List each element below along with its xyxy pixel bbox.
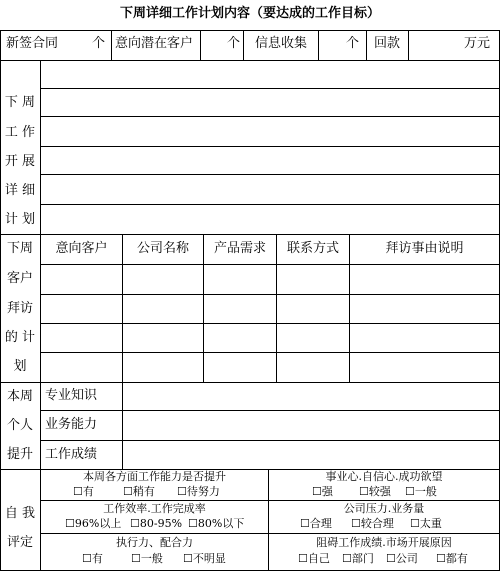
eval-section-label: 自 我: [4, 506, 36, 521]
checkbox-icon: ☐: [410, 517, 420, 530]
eval-q4-option[interactable]: ☐较合理: [351, 517, 394, 530]
grid-line: [40, 352, 500, 353]
grid-line: [0, 234, 500, 235]
checkbox-icon: ☐: [359, 485, 369, 498]
info-collection-label: 信息收集: [255, 36, 308, 51]
grid-line: [203, 234, 204, 382]
eval-q3-option[interactable]: ☐80-95%: [130, 517, 183, 530]
improve-row-ability: 业务能力: [45, 417, 98, 432]
grid-line: [0, 30, 1, 571]
header-intended-client: 意向客户: [55, 241, 108, 256]
improve-section-label: 提升: [6, 447, 33, 462]
eval-q6-option[interactable]: ☐自己: [298, 552, 330, 565]
eval-q5-option[interactable]: ☐有: [82, 552, 103, 565]
eval-q3-option[interactable]: ☐96%以上: [65, 517, 122, 530]
grid-line: [40, 323, 500, 324]
checkbox-icon: ☐: [312, 485, 322, 498]
plan-row[interactable]: [41, 89, 499, 116]
checkbox-icon: ☐: [342, 552, 352, 565]
checkbox-icon: ☐: [188, 517, 198, 530]
grid-line: [122, 234, 123, 382]
eval-q6-title: 阻碍工作成绩.市场开展原因: [316, 536, 452, 549]
visit-section-label: 客户: [6, 271, 33, 286]
eval-q2-option[interactable]: ☐一般: [405, 485, 437, 498]
checkbox-icon: ☐: [183, 552, 193, 565]
plan-section-label: 工 作: [4, 125, 36, 140]
grid-line: [40, 264, 500, 265]
grid-line: [40, 500, 500, 501]
eval-q2-title: 事业心.自信心.成功欲望: [325, 470, 443, 483]
checkbox-icon: ☐: [351, 517, 361, 530]
info-collection-unit: 个: [346, 36, 360, 51]
grid-line: [243, 30, 244, 60]
checkbox-icon: ☐: [436, 552, 446, 565]
grid-line: [40, 440, 500, 441]
improve-section-label: 个人: [6, 418, 33, 433]
eval-q2-option[interactable]: ☐强: [312, 485, 333, 498]
grid-line: [276, 234, 277, 382]
eval-q6-option[interactable]: ☐部门: [342, 552, 374, 565]
eval-q5-option[interactable]: ☐一般: [131, 552, 163, 565]
checkbox-icon: ☐: [131, 552, 141, 565]
new-contracts-unit: 个: [92, 36, 106, 51]
header-product-demand: 产品需求: [213, 241, 266, 256]
plan-row[interactable]: [41, 175, 499, 204]
eval-q1-title: 本周各方面工作能力是否提升: [83, 470, 226, 483]
eval-q5-option[interactable]: ☐不明显: [183, 552, 226, 565]
improve-row-knowledge: 专业知识: [45, 388, 98, 403]
header-visit-reason: 拜访事由说明: [385, 241, 464, 256]
potential-clients-unit: 个: [227, 36, 241, 51]
visit-section-label: 的 计: [4, 330, 36, 345]
grid-line: [111, 30, 112, 60]
eval-q4-title: 公司压力.业务量: [343, 502, 425, 515]
eval-q1-option[interactable]: ☐稍有: [123, 485, 155, 498]
grid-line: [268, 469, 269, 571]
eval-q3-option[interactable]: ☐80%以下: [188, 517, 245, 530]
payment-label: 回款: [374, 36, 401, 51]
plan-row[interactable]: [41, 117, 499, 146]
eval-q5-title: 执行力、配合力: [116, 536, 193, 549]
checkbox-icon: ☐: [73, 485, 83, 498]
improve-row-results: 工作成绩: [45, 447, 98, 462]
eval-q3-title: 工作效率.工作完成率: [103, 502, 206, 515]
grid-line: [0, 30, 500, 31]
checkbox-icon: ☐: [82, 552, 92, 565]
grid-line: [40, 410, 500, 411]
plan-row[interactable]: [41, 205, 499, 234]
checkbox-icon: ☐: [123, 485, 133, 498]
new-contracts-label: 新签合同: [6, 36, 59, 51]
checkbox-icon: ☐: [65, 517, 75, 530]
plan-section-label: 计 划: [4, 212, 36, 227]
potential-clients-label: 意向潜在客户: [115, 36, 194, 51]
header-company-name: 公司名称: [136, 241, 189, 256]
form-title: 下周详细工作计划内容（要达成的工作目标）: [119, 6, 380, 21]
grid-line: [200, 30, 201, 60]
visit-section-label: 下周: [6, 241, 33, 256]
plan-row[interactable]: [41, 61, 499, 88]
grid-line: [366, 30, 367, 60]
eval-q4-option[interactable]: ☐太重: [410, 517, 442, 530]
eval-q6-option[interactable]: ☐都有: [436, 552, 468, 565]
visit-section-label: 拜访: [6, 301, 33, 316]
plan-section-label: 详 细: [4, 183, 36, 198]
checkbox-icon: ☐: [386, 552, 396, 565]
checkbox-icon: ☐: [405, 485, 415, 498]
eval-q1-option[interactable]: ☐有: [73, 485, 94, 498]
checkbox-icon: ☐: [177, 485, 187, 498]
checkbox-icon: ☐: [300, 517, 310, 530]
grid-line: [0, 570, 500, 571]
grid-line: [318, 30, 319, 60]
grid-line: [40, 294, 500, 295]
grid-line: [349, 234, 350, 382]
eval-q4-option[interactable]: ☐合理: [300, 517, 332, 530]
eval-section-label: 评定: [6, 535, 33, 550]
plan-section-label: 开 展: [4, 154, 36, 169]
grid-line: [40, 533, 500, 534]
eval-q6-option[interactable]: ☐公司: [386, 552, 418, 565]
header-contact-info: 联系方式: [286, 241, 339, 256]
checkbox-icon: ☐: [130, 517, 140, 530]
plan-section-label: 下 周: [4, 95, 36, 110]
grid-line: [0, 382, 500, 383]
eval-q1-option[interactable]: ☐待努力: [177, 485, 220, 498]
grid-line: [122, 382, 123, 469]
grid-line: [408, 30, 409, 60]
checkbox-icon: ☐: [298, 552, 308, 565]
improve-section-label: 本周: [6, 389, 33, 404]
payment-unit: 万元: [464, 36, 491, 51]
eval-q2-option[interactable]: ☐较强: [359, 485, 391, 498]
plan-row[interactable]: [41, 147, 499, 174]
visit-section-label: 划: [13, 359, 27, 374]
